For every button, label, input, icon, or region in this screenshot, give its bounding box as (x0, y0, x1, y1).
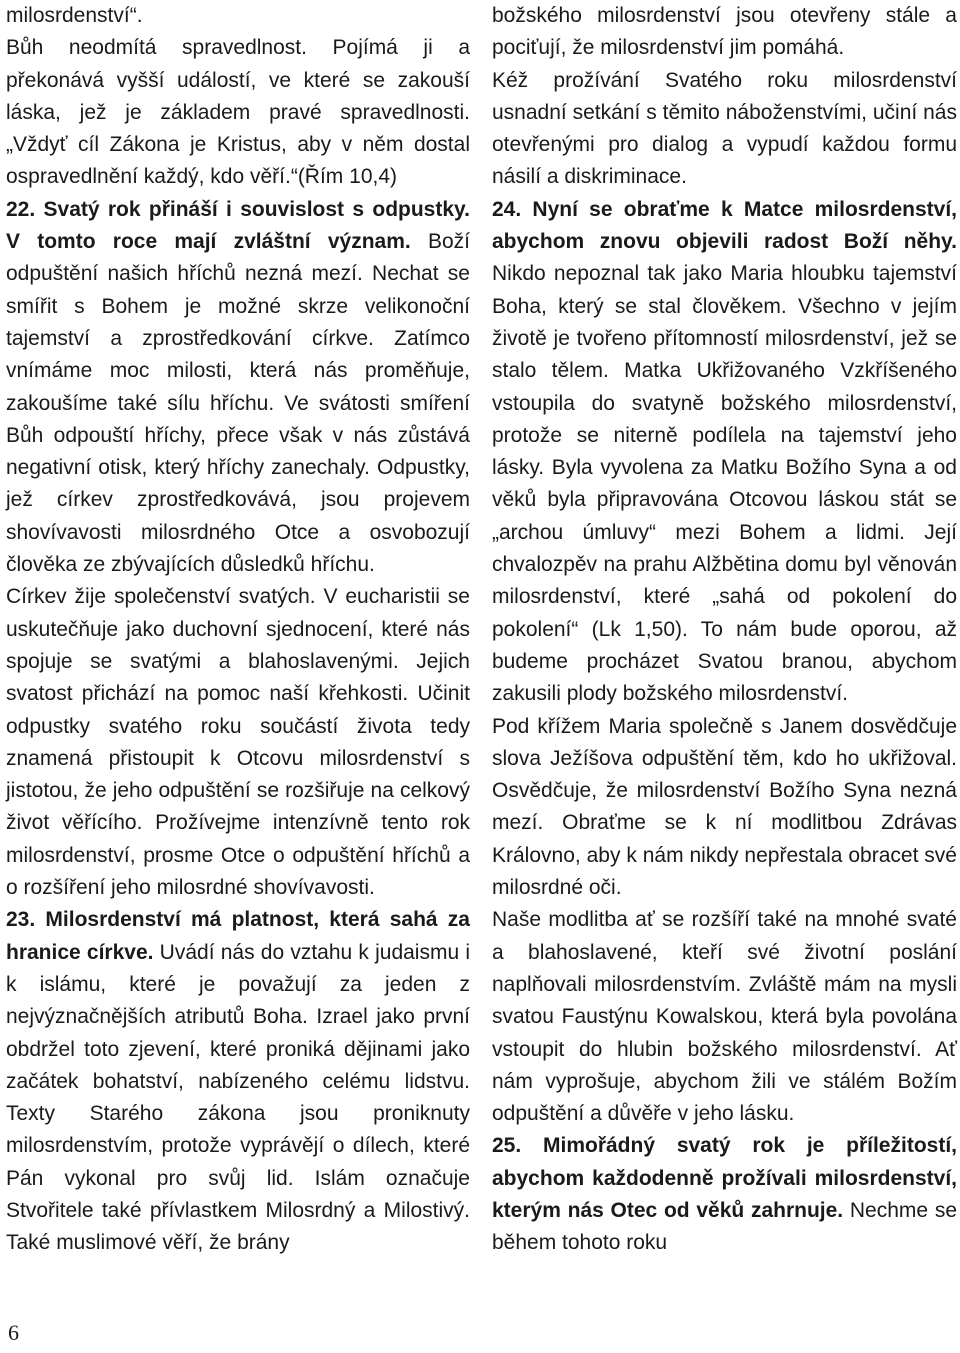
paragraph: Církev žije společenství svatých. V eucharistii se uskutečňuje jako duchovní sjednocení, které nás spojuje se svatými a blahoslavenými. Jejich svatost přichází na pomoc naší křehkosti. Učinit odpustky svatého roku součástí života tedy znamená přistoupit k Otcovu milosrdenství s jistotou, že jeho odpuštění se rozšiřuje na celkový život věřícího. Prožívejme intenzívně tento rok milosrdenství, prosme Otce o odpuštění hříchů a o rozšíření jeho milosrdné shovívavosti. (6, 585, 470, 900)
paragraph: Pod křížem Maria společně s Janem dosvědčuje slova Ježíšova odpuštění těm, kdo ho ukřižoval. Osvědčuje, že milosrdenství Božího Syna nezná mezí. Obraťme se k ní modlitbou Zdrávas Královno, aby k nám nikdy nepřestala obracet své milosrdné oči. (492, 714, 957, 900)
section-heading: 22. Svatý rok přináší i souvislost s odpustky. V tomto roce mají zvláštní význam. (6, 197, 470, 254)
section-heading: 25. Mimořádný svatý rok je příležitostí, abychom každodenně prožívali milosrdenství, kterým nás Otec od věků zahrnuje. (492, 1134, 957, 1222)
section-text: Nikdo nepoznal tak jako Maria hloubku tajemství Boha, který se stal člověkem. Všechno v jejím životě je tvořeno přítomností milosrdenství, jež se stalo tělem. Matka Ukřižovaného Vzkříšeného vstoupila do svatyně božského milosrdenství, protože se niterně podílela na tajemství jeho lásky. Byla vyvolena za Matku Božího Syna a od věků byla připravována Otcovou láskou stát se „archou úmluvy“ mezi Bohem a lidmi. Její chvalozpěv na prahu Alžbětina domu byl věnován milosrdenství, které „sahá od pokolení do pokolení“ (Lk 1,50). To nám bude oporou, až budeme procházet Svatou branou, abychom zakusili plody božského milosrdenství. (492, 262, 957, 706)
paragraph (6, 904, 470, 1259)
section-heading: 24. Nyní se obraťme k Matce milosrdenství, abychom znovu objevili radost Boží něhy. (492, 197, 957, 254)
paragraph (492, 194, 957, 711)
paragraph: Bůh neodmítá spravedlnost. Pojímá ji a překonává vyšší událostí, ve které se zakouší láska, jež je základem pravé spravedlnosti. „Vždyť cíl Zákona je Kristus, aby v něm dostal ospravedlnění každý, kdo věří.“(Řím 10,4) (6, 36, 470, 189)
section-text: Nechme se během tohoto roku (492, 1198, 958, 1255)
paragraph: božského milosrdenství jsou otevřeny stále a pociťují, že milosrdenství jim pomáhá. (492, 4, 957, 60)
right-column (492, 0, 957, 1260)
paragraph: milosrdenství“. (6, 4, 143, 27)
paragraph (492, 1130, 957, 1259)
page-number: 6 (8, 1320, 19, 1345)
section-text: Uvádí nás do vztahu k judaismu i k islámu, které je považují za jeden z nejvýznačnějších atributů Boha. Izrael jako první obdržel toto zjevení, které proniká dějinami jako začátek bohatství, nabízeného celému lidstvu. Texty Starého zákona jsou proniknuty milosrdenstvím, protože vyprávějí o dílech, které Pán vykonal pro svůj lid. Islám označuje Stvořitele také přívlastkem Milosrdný a Milostivý. Také muslimové věří, že brány (6, 940, 471, 1255)
left-column (6, 0, 470, 1260)
paragraph: Kéž prožívání Svatého roku milosrdenství usnadní setkání s těmito náboženstvími, učiní nás otevřenými pro dialog a vypudí každou formu násilí a diskriminace. (492, 68, 957, 189)
section-text: Boží odpuštění našich hříchů nezná mezí. Nechat se smířit s Bohem je možné skrze velikonoční tajemství a zprostředkování církve. Zatímco vnímáme moc milosti, která nás proměňuje, zakoušíme také sílu hříchu. Ve svátosti smíření Bůh odpouští hříchy, přece však v nás zůstává negativní otisk, který hříchy zanechaly. Odpustky, jež církev zprostředkovává, jsou projevem shovívavosti milosrdného Otce a osvobozují člověka ze zbývajících důsledků hříchu. (6, 230, 470, 577)
paragraph (6, 194, 470, 582)
paragraph: Naše modlitba ať se rozšíří také na mnohé svaté a blahoslavené, kteří své životní poslání naplňovali milosrdenstvím. Zvláště mám na mysli svatou Faustýnu Kowalskou, která byla povolána vstoupit do hlubin božského milosrdenství. Ať nám vyprošuje, abychom žili ve stálém Božím odpuštění a důvěře v jeho lásku. (492, 908, 957, 1126)
section-heading: 23. Milosrdenství má platnost, která sahá za hranice církve. (6, 908, 470, 964)
